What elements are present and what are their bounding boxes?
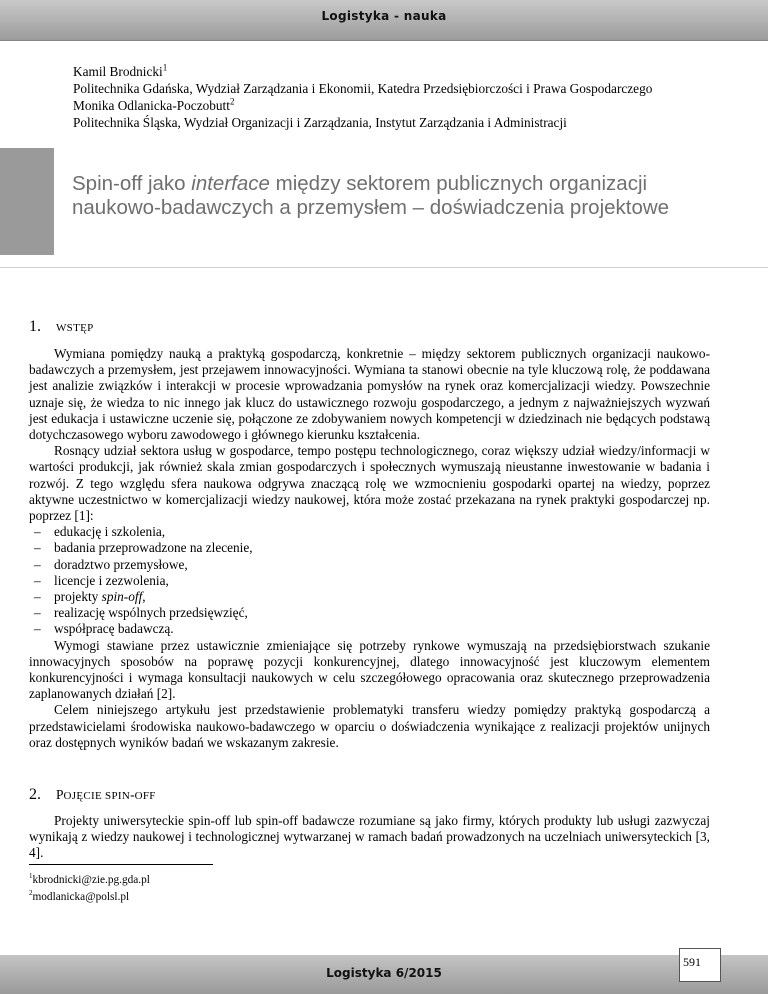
author-1-affiliation: Politechnika Gdańska, Wydział Zarządzania i Ekonomii, Katedra Przedsiębiorczości i Prawa Gospodarczego [73,81,653,96]
footnote-1: $^1$kbrodnicki@zie.pg.gda.pl [29,872,150,886]
paragraph: Rosnący udział sektora usług w gospodarce, tempo postępu technologicznego, coraz większy udział wiedzy/informacji w wartości produkcji, jak również skala zmian gospodarczych i społecznych wymuszają nieustanne inwestowanie w badania i rozwój. Z tego względu sfera naukowa odgrywa znaczącą rolę we wzmocnieniu gospodarki opartej na wiedzy, poprzez aktywne uczestnictwo w komercjalizacji wiedzy naukowej, która może zostać przekazana na rynek praktyki gospodarczej np. poprzez [1]: [29,443,710,524]
page-number: 591 [683,955,701,969]
section-2-body [29,813,710,862]
section-2-heading: 2. POJĘCIE SPIN-OFF [29,786,156,803]
section-1-heading: 1. WSTĘP [29,318,94,335]
list-item: – edukację i szkolenia, [29,524,710,540]
decorative-side-block [0,148,54,255]
paragraph: Celem niniejszego artykułu jest przedstawienie problematyki transferu wiedzy pomiędzy praktyką gospodarczą a przedstawicielami środowiska naukowo-badawczego w oparciu o doświadczenia wynikające z realizacji projektów unijnych oraz dostępnych wyników badań we wskazanym zakresie. [29,702,710,750]
list-item: – badania przeprowadzone na zlecenie, [29,540,710,556]
title-divider [0,267,768,268]
article-title: Spin-off jako interface między sektorem publicznych organizacji naukowo-badawczych a przemysłem – doświadczenia projektowe [72,172,670,219]
running-footer: Logistyka 6/2015 [326,966,442,980]
footnote-2: $^2$modlanicka@polsl.pl [29,888,130,903]
running-header: Logistyka - nauka [321,9,447,23]
transfer-forms-list [29,524,710,637]
list-item: – współpracę badawczą. [29,621,710,637]
footnotes [29,870,150,904]
paragraph: Wymogi stawiane przez ustawicznie zmieniające się potrzeby rynkowe wymuszają na przedsiębiorstwach szukanie innowacyjnych sposobów na poprawę pozycji konkurencyjnej, dlatego innowacyjność jest kluczowym elementem konkurencyjności i wymaga konsultacji naukowych w celu szczegółowego opracowania oraz skutecznego przeprowadzenia zaplanowanych działań [2]. [29,637,710,702]
section-1-body [29,346,710,751]
list-item: – doradztwo przemysłowe, [29,557,710,573]
list-item: – realizację wspólnych przedsięwzięć, [29,605,710,621]
list-item: – licencje i zezwolenia, [29,573,710,589]
author-1: Kamil Brodnicki$^1$ [73,62,168,79]
footnote-separator [29,864,213,865]
author-2: Monika Odlanicka-Poczobutt$^2$ [73,96,235,113]
author-2-affiliation: Politechnika Śląska, Wydział Organizacji i Zarządzania, Instytut Zarządzania i Administracji [73,115,567,130]
paragraph: Projekty uniwersyteckie spin-off lub spin-off badawcze rozumiane są jako firmy, których produkty lub usługi zazwyczaj wynikają z wiedzy naukowej i technologicznej wytwarzanej w ramach badań prowadzonych na uczelniach uniwersyteckich [3, 4]. [29,813,710,861]
author-block [73,63,723,131]
list-item: – projekty spin-off, [29,589,710,605]
paragraph: Wymiana pomiędzy nauką a praktyką gospodarczą, konkretnie – między sektorem publicznych organizacji naukowo-badawczych a przemysłem, jest przejawem innowacyjności. Wymiana ta stanowi obecnie na tyle kluczową rolę, że poddawana jest analizie związków i interakcji w procesie wprowadzania pomysłów na rynek oraz komercjalizacji wiedzy. Powszechnie uznaje się, że wiedza to nic innego jak klucz do ustawicznego rozwoju gospodarczego, a jednym z najważniejszych wyzwań jest edukacja i ustawiczne uczenie się, połączone ze zdobywaniem nowych kompetencji w dziedzinach nie będących podstawą dotychczasowego wyboru zawodowego i głównego kierunku kształcenia. [29,346,710,443]
